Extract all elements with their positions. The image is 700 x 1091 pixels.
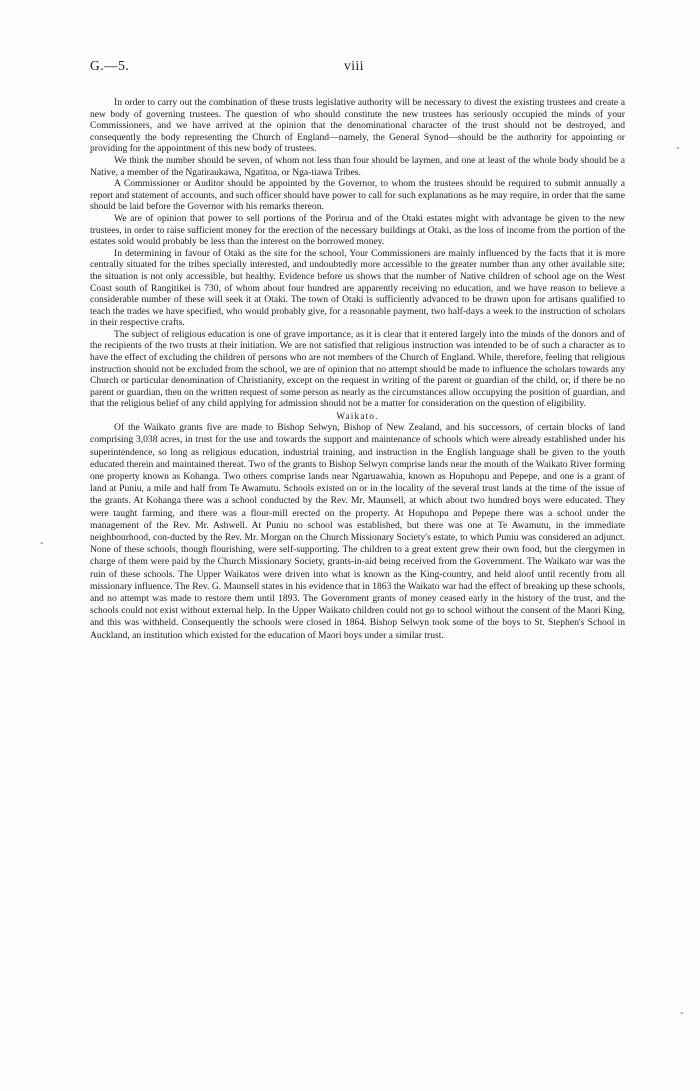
waikato-section [90, 410, 625, 642]
paragraph-legislative-authority: In order to carry out the combination of these trusts legislative authority will be necessary to divest the existing trustees and create a new body of governing trustees. The question of who should constitute the new trustees has seriously occupied the minds of your Commissioners, and we have arrived at the opinion that the denominational character of the trust should not be destroyed, and consequently the body representing the Church of England—namely, the General Synod—should be the authority for appointing or providing for the appointment of this new body of trustees. [90, 97, 625, 155]
paragraph-waikato-grants: Of the Waikato grants five are made to Bishop Selwyn, Bishop of New Zealand, and his successors, of certain blocks of land comprising 3,038 acres, in trust for the use and towards the support and maintenance of schools which were already established under his superintendence, so long as religious education, industrial training, and instruction in the English language shall be given to the youth educated therein and maintained thereat. Two of the grants to Bishop Selwyn comprise lands near the mouth of the Waikato River forming one property known as Kohanga. Two others comprise lands near Ngaruawahia, known as Hopuhopu and Pepepe, and one is a grant of land at Puniu, a mile and half from Te Awamutu. Schools existed on or in the locality of the several trust lands at the time of the issue of the grants. At Kohanga there was a school conducted by the Rev. Mr. Maunsell, at which about two hundred boys were educated. They were taught farming, and there was a flour-mill erected on the property. At Hopuhopu and Pepepe there was a school under the management of the Rev. Mr. Ashwell. At Puniu no school was established, but there was one at Te Awamutu, in the immediate neighbourhood, con-ducted by the Rev. Mr. Morgan on the Church Missionary Society's estate, to which Puniu was considered an adjunct. None of these schools, though flourishing, were self-supporting. The children to a great extent grew their own food, but the clergymen in charge of them were paid by the Church Missionary Society, grants-in-aid being received from the Government. The Waikato war was the ruin of these schools. The Upper Waikatos were driven into what is known as the King-country, and held aloof until recently from all missionary influence. The Rev. G. Maunsell states in his evidence that in 1863 the Waikato war had the effect of breaking up these schools, and no attempt was made to restore them until 1893. The Government grants of money ceased early in the history of the trust, and the schools could not exist without external help. In the Upper Waikato children could not go to school without the consent of the Maori King, and this was withheld. Consequently the schools were closed in 1864. Bishop Selwyn took some of the boys to St. Stephen's School in Auckland, an institution which existed for the education of Maori boys under a similar trust. [90, 422, 625, 641]
paragraph-number-of-trustees: We think the number should be seven, of whom not less than four should be laymen, and one at least of the whole body should be a Native, a member of the Ngatiraukawa, Ngatitoa, or Nga-tiawa Tribes. [90, 154, 625, 178]
section-heading: Waikato. [336, 411, 379, 422]
page-number: viii [344, 58, 365, 73]
margin-mark: - [40, 538, 44, 549]
paragraph-religious-education: The subject of religious education is one of grave importance, as it is clear that it entered largely into the minds of the donors and of the recipients of the two trusts at their initiation. We are not satisfied that religious instruction was intended to be of such a character as to have the effect of excluding the children of persons who are not members of the Church of England. While, therefore, feeling that religious instruction should not be excluded from the school, we are of opinion that no attempt should be made to influence the scholars towards any Church or particular denomination of Christianity, except on the request in writing of the parent or guardian of the child, or, if there be no parent or guardian, then on the written request of some person as nearly as the circumstances allow occupying the position of guardian, and that the religious belief of any child applying for admission should not be a matter for consideration on the question of eligibility. [90, 328, 625, 410]
document-body [90, 97, 625, 642]
page-header [90, 58, 625, 78]
paragraph-power-to-sell: We are of opinion that power to sell portions of the Porirua and of the Otaki estates might with advantage be given to the new trustees, in order to raise sufficient money for the erection of the necessary buildings at Otaki, as the loss of income from the portion of the estates sold would probably be less than the interest on the borrowed money. [90, 212, 625, 248]
paragraph-otaki-site: In determining in favour of Otaki as the site for the school, Your Commissioners are mainly influenced by the facts that it is more centrally situated for the tribes specially interested, and undoubtedly more accessible to the greater number than any other available site; the situation is not only accessible, but healthy. Evidence before us shows that the number of Native children of school age on the West Coast south of Rangitikei is 730, of whom about four hundred are apparently receiving no education, and we have reason to believe a considerable number of these will seek it at Otaki. The town of Otaki is sufficiently advanced to be drawn upon for artisans qualified to teach the trades we have specified, who would probably give, for a reasonable payment, two half-days a week to the instruction of scholars in their respective crafts. [90, 247, 625, 329]
paragraph-commissioner-auditor: A Commissioner or Auditor should be appointed by the Governor, to whom the trustees should be required to submit annually a report and statement of accounts, and such officer should have power to call for such explanations as he may require, in order that the same should be laid before the Governor with his remarks thereon. [90, 178, 625, 213]
margin-mark: - [680, 1008, 684, 1019]
document-reference: G.—5. [90, 58, 130, 73]
margin-mark: - [676, 143, 680, 154]
